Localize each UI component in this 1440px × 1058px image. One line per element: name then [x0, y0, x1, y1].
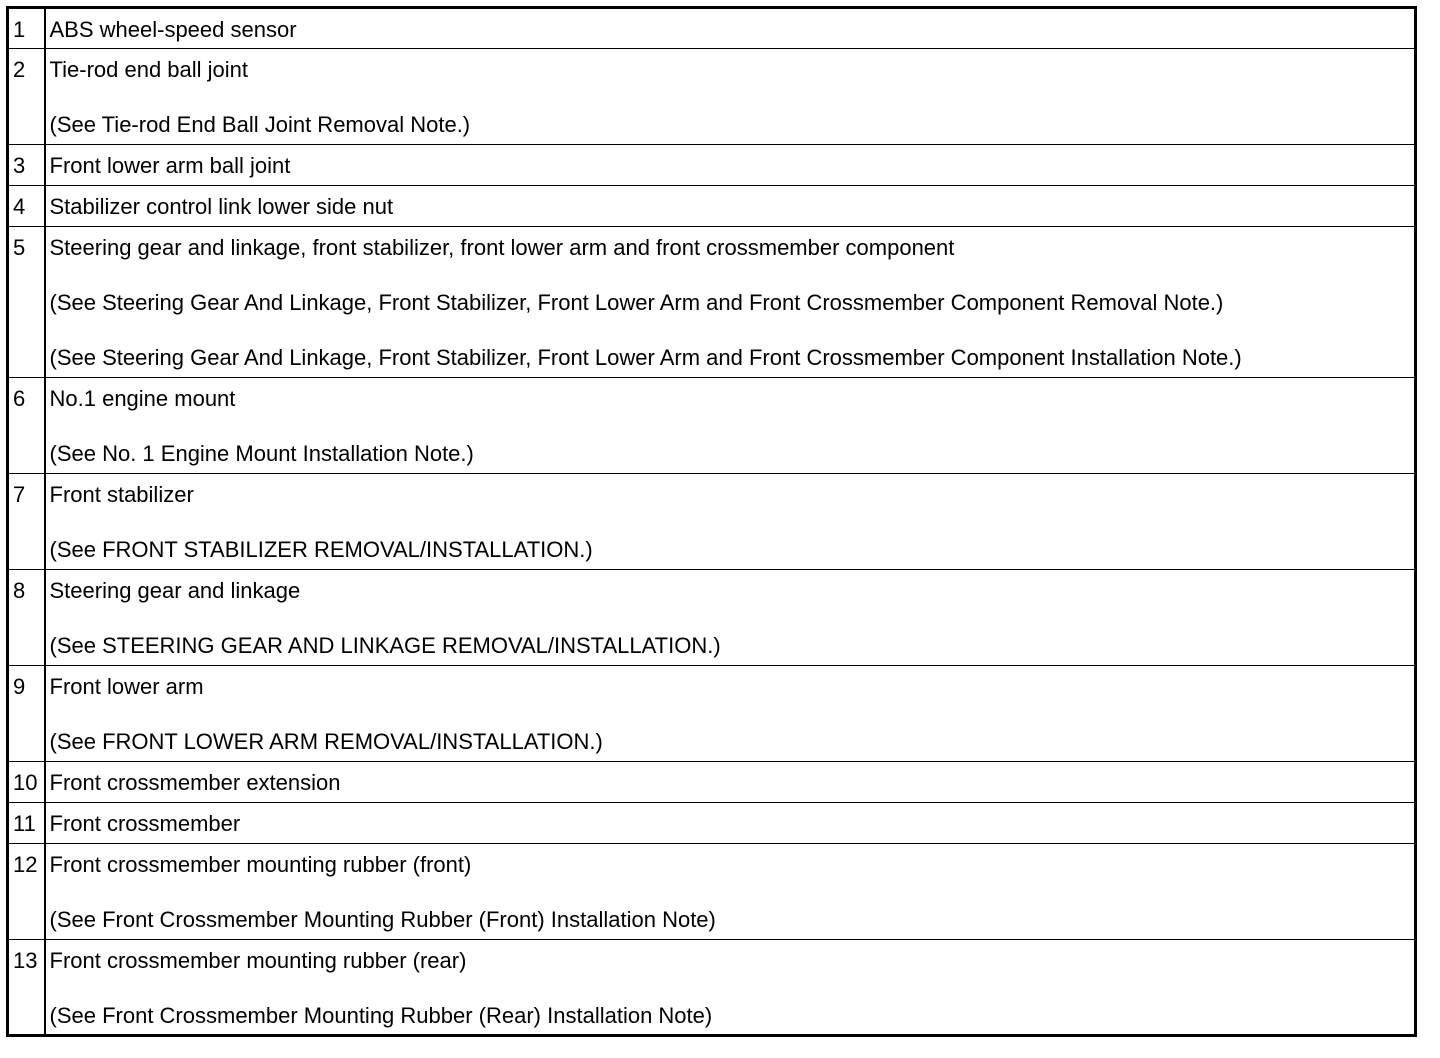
step-title: Steering gear and linkage [49, 578, 301, 603]
step-title: Front crossmember [49, 811, 241, 836]
step-description [45, 474, 1416, 570]
table-row [8, 8, 1416, 49]
step-description [45, 49, 1416, 145]
table-row [8, 762, 1416, 803]
step-title: Front crossmember mounting rubber (rear) [49, 948, 467, 973]
procedure-table [6, 6, 1417, 1037]
step-description [45, 940, 1416, 1036]
step-description [45, 8, 1416, 49]
table-row [8, 570, 1416, 666]
step-number: 10 [8, 762, 45, 803]
step-description [45, 145, 1416, 186]
step-note: (See Steering Gear And Linkage, Front Stabilizer, Front Lower Arm and Front Crossmember Component Removal Note.) [49, 290, 1224, 315]
step-description [45, 666, 1416, 762]
step-description [45, 570, 1416, 666]
table-row [8, 378, 1416, 474]
step-number: 4 [8, 186, 45, 227]
step-title: Front lower arm [49, 674, 204, 699]
step-number: 9 [8, 666, 45, 762]
step-description [45, 227, 1416, 378]
step-title: Front lower arm ball joint [49, 153, 291, 178]
step-number: 12 [8, 844, 45, 940]
table-row [8, 666, 1416, 762]
step-number: 8 [8, 570, 45, 666]
step-number: 6 [8, 378, 45, 474]
step-number: 3 [8, 145, 45, 186]
table-row [8, 145, 1416, 186]
step-note: (See Front Crossmember Mounting Rubber (Rear) Installation Note) [49, 1003, 713, 1028]
step-note: (See Front Crossmember Mounting Rubber (Front) Installation Note) [49, 907, 716, 932]
step-title: Steering gear and linkage, front stabilizer, front lower arm and front crossmember component [49, 235, 955, 260]
step-note: (See Steering Gear And Linkage, Front Stabilizer, Front Lower Arm and Front Crossmember Component Installation Note.) [49, 345, 1242, 370]
step-number: 5 [8, 227, 45, 378]
step-note: (See FRONT STABILIZER REMOVAL/INSTALLATION.) [49, 537, 593, 562]
step-description [45, 186, 1416, 227]
table-row [8, 474, 1416, 570]
step-title: Tie-rod end ball joint [49, 57, 249, 82]
step-note: (See Tie-rod End Ball Joint Removal Note.) [49, 112, 471, 137]
table-row [8, 803, 1416, 844]
step-title: Front crossmember mounting rubber (front) [49, 852, 472, 877]
step-title: ABS wheel-speed sensor [49, 17, 297, 42]
step-number: 13 [8, 940, 45, 1036]
step-note: (See STEERING GEAR AND LINKAGE REMOVAL/INSTALLATION.) [49, 633, 721, 658]
step-number: 1 [8, 8, 45, 49]
step-note: (See No. 1 Engine Mount Installation Note.) [49, 441, 474, 466]
step-number: 2 [8, 49, 45, 145]
step-number: 11 [8, 803, 45, 844]
step-title: Front crossmember extension [49, 770, 341, 795]
step-note: (See FRONT LOWER ARM REMOVAL/INSTALLATION.) [49, 729, 603, 754]
step-title: Front stabilizer [49, 482, 194, 507]
step-description [45, 762, 1416, 803]
table-row [8, 844, 1416, 940]
step-description [45, 803, 1416, 844]
step-description [45, 378, 1416, 474]
step-description [45, 844, 1416, 940]
step-title: Stabilizer control link lower side nut [49, 194, 394, 219]
table-row [8, 49, 1416, 145]
step-number: 7 [8, 474, 45, 570]
table-row [8, 940, 1416, 1036]
step-title: No.1 engine mount [49, 386, 236, 411]
table-row [8, 227, 1416, 378]
table-row [8, 186, 1416, 227]
